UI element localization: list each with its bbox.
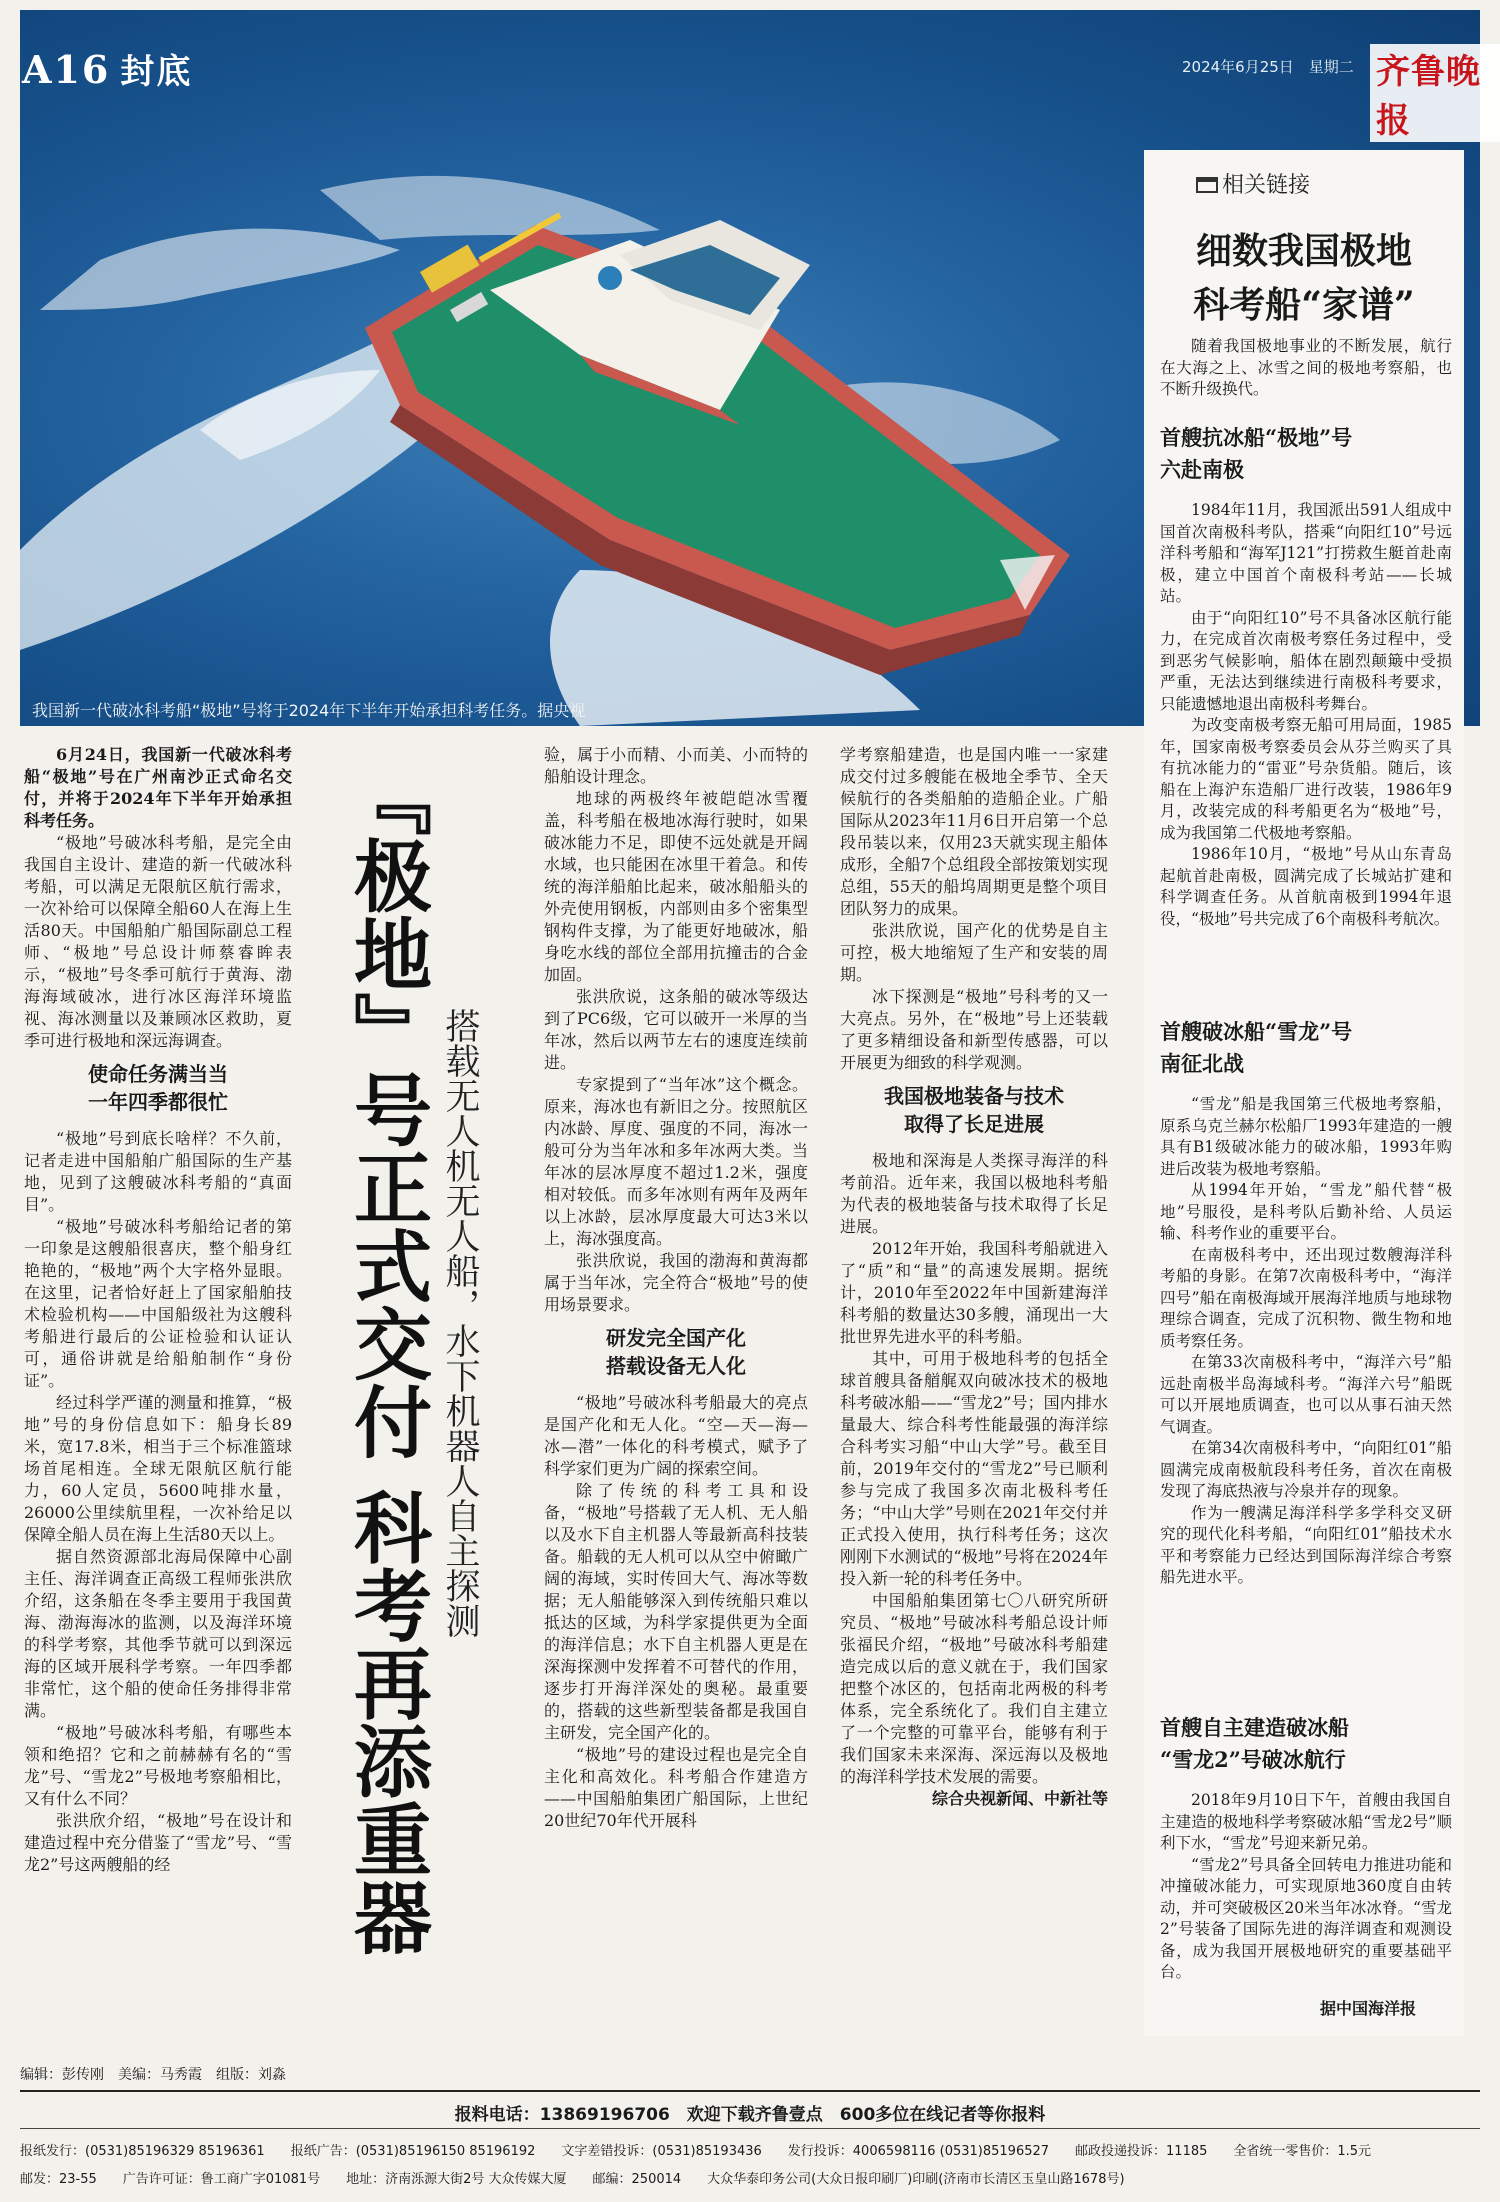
main-headline: 『极地』号正式交付 科考再添重器 (341, 758, 432, 1956)
related-links-label: 相关链接 (1196, 168, 1310, 199)
sidebar-section-title: 首艘抗冰船“极地”号 六赴南极 (1160, 425, 1353, 482)
sub-headline: 搭载无人机无人船，水下机器人自主探测 (440, 1008, 480, 1638)
sidebar-source: 据中国海洋报 (1320, 1999, 1417, 2018)
sidebar-section-title: 首艘破冰船“雪龙”号 南征北战 (1160, 1019, 1353, 1076)
section-heading: 我国极地装备与技术 取得了长足进展 (884, 1084, 1064, 1136)
footer-divider (20, 2128, 1480, 2129)
sidebar-section-title: 首艘自主建造破冰船 “雪龙2”号破冰航行 (1160, 1715, 1349, 1772)
sidebar-section-body: 2018年9月10日下午，首艘由我国自主建造的极地科学考察破冰船“雪龙2号”顺利下水，“雪龙”号迎来新兄弟。 “雪龙2”号具备全回转电力推进功能和冲撞破冰能力，可实现原地360度自由转动，并可突破极区20米当年冰冰脊。“雪龙2”号装备了国际先进的海洋调查和观测设备，成为我国开展极地研究的重要基础平台。 (1160, 1791, 1452, 1981)
sidebar-section-body: 1984年11月，我国派出591人组成中国首次南极科考队，搭乘“向阳红10”号远洋科考船和“海军J121”打捞救生艇首赴南极，建立中国首个南极科考站——长城站。 由于“向阳红10”号不具备冰区航行能力，在完成首次南极考察任务过程中，受到恶劣气候影响，船体在剧烈颠簸中受损严重，无法达到继续进行南极科考要求，只能遗憾地退出南极科考舞台。 为改变南极考察无船可用局面，1985年，国家南极考察委员会从芬兰购买了具有抗冰能力的“雷亚”号杂货船。随后，该船在上海沪东造船厂进行改装，1986年9月，改装完成的科考船更名为“极地”号，成为我国第二代极地考察船。 1986年10月，“极地”号从山东青岛起航首赴南极，圆满完成了长城站扩建和科学调查任务。从首航南极到1994年退役，“极地”号共完成了6个南极科考航次。 (1160, 501, 1452, 928)
footer-divider (20, 2090, 1480, 2092)
sidebar-section-body: “雪龙”船是我国第三代极地考察船，原系乌克兰赫尔松船厂1993年建造的一艘具有B1级破冰能力的破冰船，1993年购进后改装为极地考察船。 从1994年开始，“雪龙”船代替“极地”号服役，是科考队后勤补给、人员运输、科考作业的重要平台。 在南极科考中，还出现过数艘海洋科考船的身影。在第7次南极科考中，“海洋四号”船在南极海域开展海洋地质与地球物理综合调查，完成了沉积物、微生物和地质考察任务。 在第33次南极科考中，“海洋六号”船远赴南极半岛海域科考。“海洋六号”船既可以开展地质调查，也可以从事石油天然气调查。 在第34次南极科考中，“向阳红01”船圆满完成南极航段科考任务，首次在南极发现了海底热液与冷泉并存的现象。 作为一艘满足海洋科学多学科交叉研究的现代化科考船，“向阳红01”船技术水平和考察能力已经达到国际海洋综合考察船先进水平。 (1160, 1095, 1452, 1586)
footer-contacts: 报纸发行：(0531)85196329 85196361 报纸广告：(0531)85196150 85196192 文字差错投诉：(0531)85193436 发行投诉：4006598116 (0531)85196527 邮政投递投诉：11185 全省统一零售价：1.5元 (20, 2144, 1372, 2159)
page-number: A16 封底 (22, 47, 193, 92)
related-links-sidebar (1144, 150, 1464, 2036)
section-heading: 使命任务满当当 一年四季都很忙 (88, 1062, 228, 1114)
article-column-3: 学考察船建造，也是国内唯一一家建成交付过多艘能在极地全季节、全天候航行的各类船舶的造船企业。广船国际从2023年11月6日开启第一个总段吊装以来，仅用23天就实现主船体成形，全船7个总组段全部按策划实现总组，55天的船坞周期更是整个项目团队努力的成果。 张洪欣说，国产化的优势是自主可控，极大地缩短了生产和安装的周期。 冰下探测是“极地”号科考的又一大亮点。另外，在“极地”号上还装载了更多精细设备和新型传感器，可以开展更为细致的科学观测。 我国极地装备与技术 取得了长足进展 极地和深海是人类探寻海洋的科考前沿。近年来，我国以极地科考船为代表的极地装备与技术取得了长足进展。 2012年开始，我国科考船就进入了“质”和“量”的高速发展期。据统计，2010年至2022年中国新建海洋科考船的数量达30多艘，涌现出一大批世界先进水平的科考船。 其中，可用于极地科考的包括全球首艘具备艏艉双向破冰技术的极地科考破冰船——“雪龙2”号；国内排水量最大、综合科考性能最强的海洋综合科考实习船“中山大学”号。截至目前，2019年交付的“雪龙2”号已顺利参与完成了我国多次南北极科考任务；“中山大学”号则在2021年交付并正式投入使用，执行科考任务；这次刚刚下水测试的“极地”号将在2024年投入新一轮的科考任务中。 中国船舶集团第七〇八研究所研究员、“极地”号破冰科考船总设计师张福民介绍，“极地”号破冰科考船建造完成以后的意义就在于，我们国家把整个冰区的，包括南北两极的科考体系，完全系统化了。我们自主建立了一个完整的可靠平台，能够有利于我们国家未来深海、深远海以及极地的海洋科学技术发展的需要。 综合央视新闻、中新社等 (840, 745, 1108, 1808)
sidebar-title: 细数我国极地 科考船“家谱” (1193, 230, 1415, 326)
newspaper-icon (1196, 177, 1218, 193)
news-hotline: 报料电话：13869196706 欢迎下载齐鲁壹点 600多位在线记者等你报料 (454, 2105, 1046, 2125)
issue-date: 2024年6月25日 星期二 (1182, 58, 1354, 76)
article-credit: 综合央视新闻、中新社等 (931, 1789, 1108, 1808)
editors-line: 编辑：彭传刚 美编：马秀霞 组版：刘淼 (20, 2067, 286, 2083)
section-heading: 研发完全国产化 搭载设备无人化 (606, 1326, 746, 1378)
masthead-logo: 齐鲁晚报 (1370, 44, 1500, 142)
sidebar-intro: 随着我国极地事业的不断发展，航行在大海之上、冰雪之间的极地考察船，也不断升级换代。 (1160, 337, 1452, 398)
photo-caption: 我国新一代破冰科考船“极地”号将于2024年下半年开始承担科考任务。据央视 (32, 701, 586, 720)
article-column-1: 6月24日，我国新一代破冰科考船“极地”号在广州南沙正式命名交付，并将于2024年下半年开始承担科考任务。 “极地”号破冰科考船，是完全由我国自主设计、建造的新一代破冰科考船，可以满足无限航区航行需求，一次补给可以保障全船60人在海上生活80天。中国船舶广船国际副总工程师、“极地”号总设计师蔡睿眸表示，“极地”号冬季可航行于黄海、渤海海域破冰，进行冰区海洋环境监视、海冰测量以及兼顾冰区救助，夏季可进行极地和深远海调查。 使命任务满当当 一年四季都很忙 “极地”号到底长啥样？不久前，记者走进中国船舶广船国际的生产基地，见到了这艘破冰科考船的“真面目”。 “极地”号破冰科考船给记者的第一印象是这艘船很喜庆，整个船身红艳艳的，“极地”两个大字格外显眼。在这里，记者恰好赶上了国家船舶技术检验机构——中国船级社为这艘科考船进行最后的公证检验和认证认可，通俗讲就是给船舶制作“身份证”。 经过科学严谨的测量和推算，“极地”号的身份信息如下：船身长89米，宽17.8米，相当于三个标准篮球场首尾相连。全球无限航区航行能力，60人定员，5600吨排水量，26000公里续航里程，一次补给足以保障全船人员在海上生活80天以上。 据自然资源部北海局保障中心副主任、海洋调查正高级工程师张洪欣介绍，这条船在冬季主要用于我国黄海、渤海海冰的监测，以及海洋环境的科学考察，其他季节就可以到深远海的区域开展科学考察。一年四季都非常忙，这个船的使命任务排得非常满。 “极地”号破冰科考船，有哪些本领和绝招？它和之前赫赫有名的“雪龙”号、“雪龙2”号极地考察船相比，又有什么不同？ 张洪欣介绍，“极地”号在设计和建造过程中充分借鉴了“雪龙”号、“雪龙2”号这两艘船的经 (24, 745, 292, 1874)
article-column-2: 验，属于小而精、小而美、小而特的船舶设计理念。 地球的两极终年被皑皑冰雪覆盖，科考船在极地冰海行驶时，如果破冰能力不足，即使不远处就是开阔水域，也只能困在冰里干着急。和传统的海洋船舶比起来，破冰船船头的外壳使用钢板，内部则由多个密集型钢构件支撑，为了能更好地破冰，船身吃水线的部位全部用抗撞击的合金加固。 张洪欣说，这条船的破冰等级达到了PC6级，它可以破开一米厚的当年冰，然后以两节左右的速度连续前进。 专家提到了“当年冰”这个概念。原来，海冰也有新旧之分。按照航区内冰龄、厚度、强度的不同，海冰一般可分为当年冰和多年冰两大类。当年冰的层冰厚度不超过1.2米，强度相对较低。而多年冰则有两年及两年以上冰龄，层冰厚度最大可达3米以上，海冰强度高。 张洪欣说，我国的渤海和黄海都属于当年冰，完全符合“极地”号的使用场景要求。 研发完全国产化 搭载设备无人化 “极地”号破冰科考船最大的亮点是国产化和无人化。“空—天—海—冰—潜”一体化的科考模式，赋予了科学家们更为广阔的探索空间。 除了传统的科考工具和设备，“极地”号搭载了无人机、无人船以及水下自主机器人等最新高科技装备。船载的无人机可以从空中俯瞰广阔的海域，实时传回大气、海冰等数据；无人船能够深入到传统船只难以抵达的区域，为科学家提供更为全面的海洋信息；水下自主机器人更是在深海探测中发挥着不可替代的作用，逐步打开海洋深处的奥秘。最重要的，搭载的这些新型装备都是我国自主研发，完全国产化的。 “极地”号的建设过程也是完全自主化和高效化。科考船合作建造方——中国船舶集团广船国际，上世纪20世纪70年代开展科 (544, 745, 808, 1830)
footer-publisher-info: 邮发：23-55 广告许可证：鲁工商广字01081号 地址：济南泺源大街2号 大众传媒大厦 邮编：250014 大众华泰印务公司(大众日报印刷厂)印刷(济南市长清区玉皇山路1678号) (20, 2172, 1125, 2187)
